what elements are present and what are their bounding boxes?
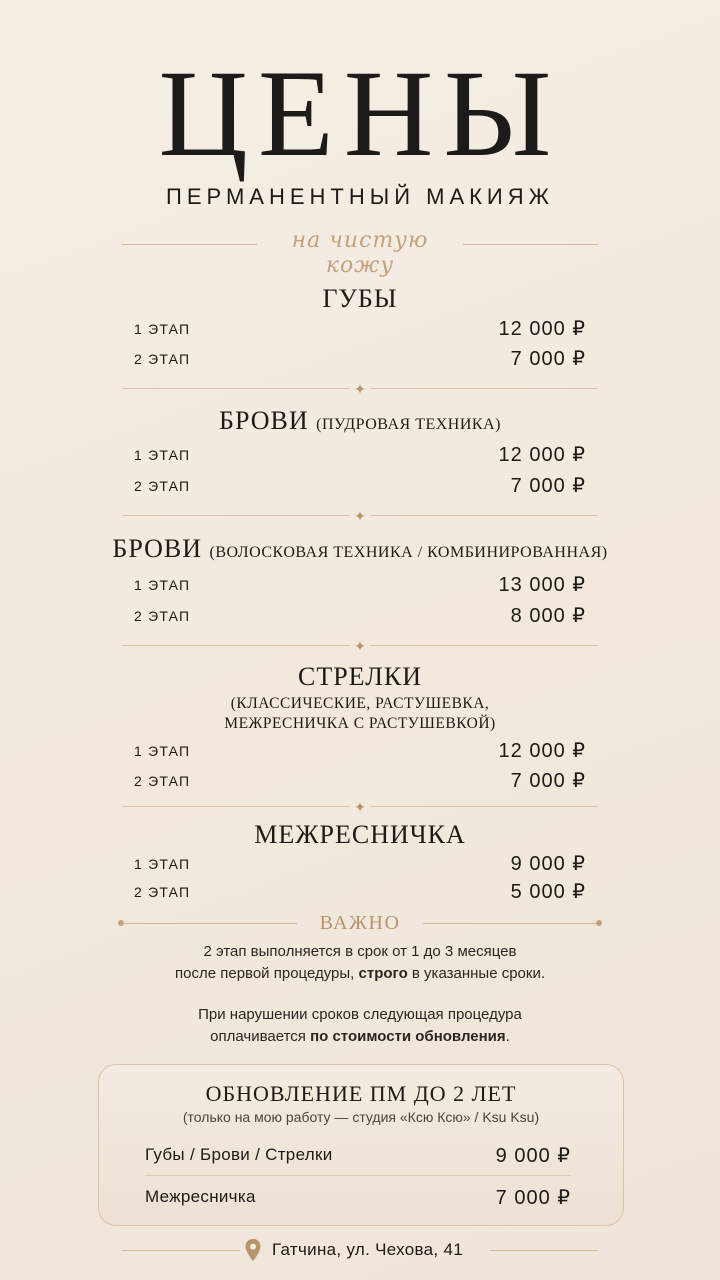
stage-label: 2 ЭТАП bbox=[134, 773, 191, 789]
renewal-price: 7 000 ₽ bbox=[495, 1187, 571, 1209]
stage-label: 1 ЭТАП bbox=[134, 743, 191, 759]
important-heading-row bbox=[122, 912, 598, 936]
section-divider bbox=[122, 639, 598, 653]
location-pin-icon bbox=[244, 1238, 262, 1262]
price-value: 13 000 ₽ bbox=[498, 574, 586, 596]
stage-label: 1 ЭТАП bbox=[134, 447, 191, 463]
renewal-row bbox=[145, 1183, 571, 1211]
sparkle-icon: ✦ bbox=[354, 381, 366, 397]
script-tagline: на чистую кожу bbox=[291, 228, 429, 278]
important-heading: ВАЖНО bbox=[319, 912, 401, 934]
price-row bbox=[134, 851, 586, 877]
important-note-line: При нарушении сроков следующая процедура bbox=[198, 1006, 522, 1023]
price-value: 5 000 ₽ bbox=[510, 881, 586, 903]
section-title-eyeliner: СТРЕЛКИ bbox=[298, 662, 422, 691]
page-title: ЦЕНЫ bbox=[158, 45, 562, 182]
price-value: 7 000 ₽ bbox=[510, 475, 586, 497]
stage-label: 2 ЭТАП bbox=[134, 884, 191, 900]
important-note-line: оплачивается по стоимости обновления. bbox=[210, 1028, 510, 1045]
section-title-brows-hair: БРОВИ (ВОЛОСКОВАЯ ТЕХНИКА / КОМБИНИРОВАННАЯ) bbox=[112, 534, 608, 563]
price-row bbox=[134, 879, 586, 905]
renewal-row bbox=[145, 1141, 571, 1169]
renewal-service-label: Губы / Брови / Стрелки bbox=[145, 1145, 333, 1164]
stage-label: 2 ЭТАП bbox=[134, 608, 191, 624]
price-value: 12 000 ₽ bbox=[498, 318, 586, 340]
studio-address: Гатчина, ул. Чехова, 41 bbox=[272, 1240, 463, 1259]
price-row bbox=[134, 442, 586, 468]
section-subtitle: (КЛАССИЧЕСКИЕ, РАСТУШЕВКА, bbox=[230, 695, 490, 712]
section-subtitle: МЕЖРЕСНИЧКА С РАСТУШЕВКОЙ) bbox=[224, 715, 496, 732]
sparkle-icon: ✦ bbox=[354, 799, 366, 815]
section-title-brows-powder: БРОВИ (ПУДРОВАЯ ТЕХНИКА) bbox=[219, 406, 501, 435]
renewal-subtitle: (только на мою работу — студия «Ксю Ксю» / Ksu Ksu) bbox=[182, 1109, 540, 1125]
sparkle-icon: ✦ bbox=[354, 638, 366, 654]
price-row bbox=[134, 473, 586, 499]
stage-label: 1 ЭТАП bbox=[134, 577, 191, 593]
address-footer bbox=[122, 1238, 598, 1264]
price-value: 7 000 ₽ bbox=[510, 348, 586, 370]
section-divider bbox=[122, 509, 598, 523]
price-value: 8 000 ₽ bbox=[510, 605, 586, 627]
price-value: 9 000 ₽ bbox=[510, 853, 586, 875]
row-separator bbox=[145, 1175, 571, 1176]
renewal-card bbox=[98, 1064, 624, 1226]
price-row bbox=[134, 316, 586, 342]
important-note-line: 2 этап выполняется в срок от 1 до 3 месяцев bbox=[203, 943, 517, 960]
section-title-lips: ГУБЫ bbox=[322, 284, 398, 313]
divider-line bbox=[463, 244, 598, 245]
section-divider bbox=[122, 382, 598, 396]
stage-label: 1 ЭТАП bbox=[134, 856, 191, 872]
important-note-line: после первой процедуры, строго в указанные сроки. bbox=[175, 965, 545, 982]
price-row bbox=[134, 572, 586, 598]
price-value: 12 000 ₽ bbox=[498, 740, 586, 762]
renewal-service-label: Межресничка bbox=[145, 1187, 256, 1206]
section-divider bbox=[122, 800, 598, 814]
stage-label: 2 ЭТАП bbox=[134, 478, 191, 494]
price-row bbox=[134, 346, 586, 372]
price-value: 7 000 ₽ bbox=[510, 770, 586, 792]
price-value: 12 000 ₽ bbox=[498, 444, 586, 466]
renewal-title: ОБНОВЛЕНИЕ ПМ ДО 2 ЛЕТ bbox=[205, 1081, 517, 1106]
price-row bbox=[134, 603, 586, 629]
price-row bbox=[134, 768, 586, 794]
sparkle-icon: ✦ bbox=[354, 508, 366, 524]
stage-label: 1 ЭТАП bbox=[134, 321, 191, 337]
divider-line bbox=[122, 244, 257, 245]
price-row bbox=[134, 738, 586, 764]
renewal-price: 9 000 ₽ bbox=[495, 1145, 571, 1167]
script-tagline-row bbox=[122, 226, 598, 278]
page-subtitle: ПЕРМАНЕНТНЫЙ МАКИЯЖ bbox=[166, 184, 554, 209]
stage-label: 2 ЭТАП bbox=[134, 351, 191, 367]
section-title-lash-line: МЕЖРЕСНИЧКА bbox=[254, 820, 466, 849]
